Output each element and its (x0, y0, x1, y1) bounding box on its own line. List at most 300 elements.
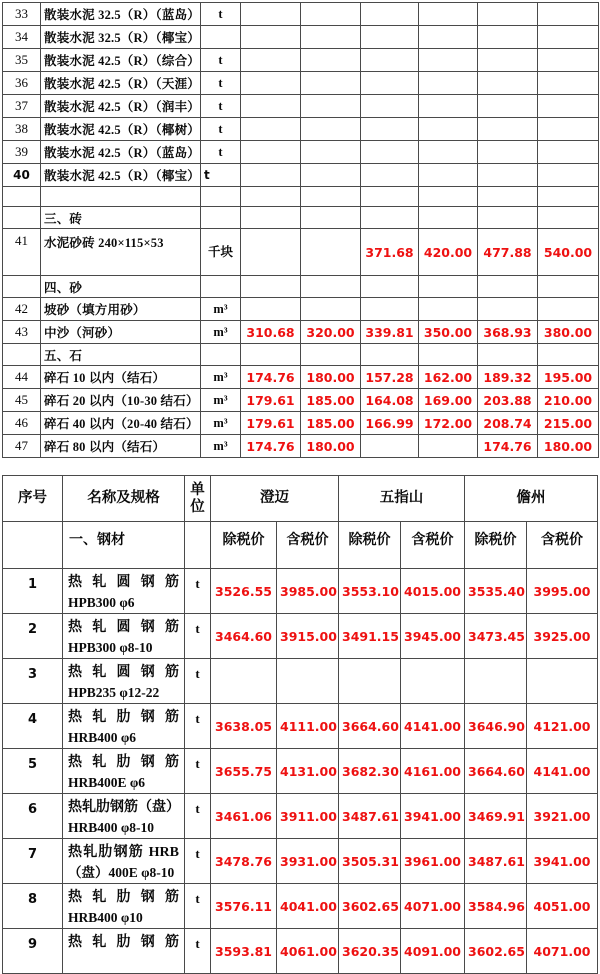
material-row (3, 95, 599, 118)
price-cell: 3945.00 (401, 614, 465, 659)
price-cell: 4071.00 (527, 929, 598, 974)
material-name: 散装水泥 32.5（R）（椰宝） (41, 26, 201, 49)
steel-price-table (2, 475, 598, 974)
price-cell (361, 164, 419, 187)
price-cell: 3638.05 (211, 704, 277, 749)
material-row (3, 298, 599, 321)
price-cell (301, 49, 361, 72)
price-cell: 4091.00 (401, 929, 465, 974)
price-cell: 174.76 (478, 435, 538, 458)
price-cell (419, 298, 478, 321)
price-cell: 179.61 (241, 389, 301, 412)
material-name: 水泥砂砖 240×115×53 (41, 229, 201, 276)
price-cell (277, 659, 339, 704)
unit-cell (201, 344, 241, 366)
price-cell (538, 164, 599, 187)
steel-name-line1: 热轧肋钢筋 (68, 710, 179, 725)
price-cell (419, 3, 478, 26)
material-name: 散装水泥 32.5（R）（蓝岛） (41, 3, 201, 26)
price-cell: 3576.11 (211, 884, 277, 929)
price-cell (478, 95, 538, 118)
price-cell: 174.76 (241, 435, 301, 458)
price-cell: 162.00 (419, 366, 478, 389)
price-cell: 540.00 (538, 229, 599, 276)
steel-name-line2: HPB300 φ6 (68, 595, 135, 610)
row-number: 35 (3, 49, 41, 72)
price-cell: 180.00 (301, 366, 361, 389)
section-title: 四、砂 (41, 276, 201, 298)
section-row (3, 207, 599, 229)
price-cell: 3931.00 (277, 839, 339, 884)
price-cell (361, 298, 419, 321)
row-number: 36 (3, 72, 41, 95)
steel-name-line1: 热轧圆钢筋 (68, 575, 179, 590)
unit-cell: t (201, 141, 241, 164)
price-cell (419, 435, 478, 458)
price-cell: 157.28 (361, 366, 419, 389)
unit-cell: t (201, 95, 241, 118)
price-type-label: 含税价 (277, 522, 339, 569)
price-cell (211, 659, 277, 704)
price-cell (419, 49, 478, 72)
unit-cell (201, 207, 241, 229)
steel-name (63, 884, 185, 929)
material-name: 散装水泥 42.5（R）（润丰） (41, 95, 201, 118)
price-cell: 3526.55 (211, 569, 277, 614)
row-number: 2 (3, 614, 63, 659)
steel-name-line1: 热轧肋钢筋 (68, 755, 179, 770)
steel-name-line1: 热轧肋钢筋 HRB (68, 845, 179, 860)
price-cell (361, 49, 419, 72)
price-cell (419, 276, 478, 298)
price-cell: 368.93 (478, 321, 538, 344)
price-cell (301, 187, 361, 207)
price-cell (419, 72, 478, 95)
price-cell (361, 3, 419, 26)
steel-row (3, 614, 598, 659)
price-cell: 3478.76 (211, 839, 277, 884)
price-cell (527, 659, 598, 704)
price-cell: 208.74 (478, 412, 538, 435)
price-cell: 4041.00 (277, 884, 339, 929)
material-row (3, 229, 599, 276)
price-cell (301, 298, 361, 321)
unit-cell: t (201, 164, 241, 187)
price-type-label: 除税价 (339, 522, 401, 569)
unit-cell: t (185, 884, 211, 929)
steel-row (3, 929, 598, 974)
header-seq-no: 序号 (3, 476, 63, 522)
price-cell: 3505.31 (339, 839, 401, 884)
steel-name-line2: HRB400 φ10 (68, 910, 143, 925)
price-cell: 4121.00 (527, 704, 598, 749)
row-number: 40 (3, 164, 41, 187)
price-cell (538, 3, 599, 26)
steel-name-line2: HRB400E φ6 (68, 775, 146, 790)
price-cell (538, 118, 599, 141)
price-cell: 4071.00 (401, 884, 465, 929)
price-cell: 310.68 (241, 321, 301, 344)
unit-cell: t (201, 118, 241, 141)
price-cell: 3995.00 (527, 569, 598, 614)
steel-name (63, 614, 185, 659)
steel-name-line2: HRB400 φ8-10 (68, 820, 155, 835)
price-cell: 169.00 (419, 389, 478, 412)
price-cell: 3535.40 (465, 569, 527, 614)
price-cell (361, 95, 419, 118)
price-cell: 3985.00 (277, 569, 339, 614)
material-name: 散装水泥 42.5（R）（综合） (41, 49, 201, 72)
price-cell: 3553.10 (339, 569, 401, 614)
price-cell: 166.99 (361, 412, 419, 435)
subheader-empty-unit (185, 522, 211, 569)
price-cell (538, 95, 599, 118)
price-cell (301, 26, 361, 49)
price-cell: 3593.81 (211, 929, 277, 974)
price-cell: 185.00 (301, 389, 361, 412)
price-cell: 203.88 (478, 389, 538, 412)
section-title: 五、石 (41, 344, 201, 366)
price-cell (478, 207, 538, 229)
material-row (3, 389, 599, 412)
unit-cell (201, 26, 241, 49)
price-cell (419, 26, 478, 49)
price-cell: 3469.91 (465, 794, 527, 839)
steel-row (3, 749, 598, 794)
row-number: 39 (3, 141, 41, 164)
price-cell (241, 72, 301, 95)
price-cell: 4131.00 (277, 749, 339, 794)
spacer-row (3, 187, 599, 207)
row-number: 6 (3, 794, 63, 839)
price-cell (361, 26, 419, 49)
price-cell: 420.00 (419, 229, 478, 276)
steel-row (3, 794, 598, 839)
price-cell (419, 344, 478, 366)
material-name: 散装水泥 42.5（R）（椰宝） (41, 164, 201, 187)
steel-name (63, 839, 185, 884)
price-cell: 3915.00 (277, 614, 339, 659)
steel-name (63, 569, 185, 614)
price-cell: 3602.65 (465, 929, 527, 974)
price-cell: 3911.00 (277, 794, 339, 839)
row-number (3, 187, 41, 207)
price-cell (301, 207, 361, 229)
price-cell (241, 141, 301, 164)
price-cell (361, 187, 419, 207)
unit-cell: t (201, 3, 241, 26)
price-cell: 3664.60 (465, 749, 527, 794)
row-number: 9 (3, 929, 63, 974)
price-cell (478, 344, 538, 366)
price-cell (241, 95, 301, 118)
material-name: 碎石 80 以内（结石） (41, 435, 201, 458)
steel-name-line2: HPB300 φ8-10 (68, 640, 153, 655)
price-cell: 3473.45 (465, 614, 527, 659)
price-cell: 371.68 (361, 229, 419, 276)
unit-cell: t (185, 839, 211, 884)
material-name (41, 187, 201, 207)
subheader-empty-no (3, 522, 63, 569)
price-cell: 3941.00 (527, 839, 598, 884)
price-cell: 164.08 (361, 389, 419, 412)
price-cell: 4015.00 (401, 569, 465, 614)
material-row (3, 141, 599, 164)
price-cell (241, 207, 301, 229)
price-cell (538, 276, 599, 298)
section-title: 三、砖 (41, 207, 201, 229)
steel-row (3, 839, 598, 884)
price-cell: 180.00 (301, 435, 361, 458)
unit-cell: t (185, 569, 211, 614)
price-type-label: 含税价 (401, 522, 465, 569)
header-unit: 单位 (185, 476, 211, 522)
price-cell: 3682.30 (339, 749, 401, 794)
price-cell (538, 344, 599, 366)
price-cell (241, 26, 301, 49)
row-number: 41 (3, 229, 41, 276)
price-cell: 4111.00 (277, 704, 339, 749)
price-cell: 4051.00 (527, 884, 598, 929)
material-row (3, 366, 599, 389)
price-cell (419, 187, 478, 207)
header-city-chengmai: 澄迈 (211, 476, 339, 522)
steel-name-line1: 热轧圆钢筋 (68, 620, 179, 635)
price-cell (419, 141, 478, 164)
material-row (3, 3, 599, 26)
price-cell (538, 141, 599, 164)
material-name: 散装水泥 42.5（R）（天涯） (41, 72, 201, 95)
steel-row (3, 884, 598, 929)
price-cell (301, 164, 361, 187)
row-number (3, 276, 41, 298)
price-cell (478, 26, 538, 49)
price-cell: 185.00 (301, 412, 361, 435)
unit-cell (201, 276, 241, 298)
row-number: 45 (3, 389, 41, 412)
price-cell: 339.81 (361, 321, 419, 344)
unit-cell: t (185, 929, 211, 974)
price-cell (538, 49, 599, 72)
material-row (3, 49, 599, 72)
price-cell: 320.00 (301, 321, 361, 344)
row-number: 33 (3, 3, 41, 26)
header-city-danzhou: 儋州 (465, 476, 598, 522)
price-cell (241, 3, 301, 26)
price-cell (361, 435, 419, 458)
price-cell (419, 95, 478, 118)
price-cell (361, 344, 419, 366)
price-cell (339, 659, 401, 704)
unit-cell: m³ (201, 366, 241, 389)
price-cell: 3464.60 (211, 614, 277, 659)
price-cell: 3925.00 (527, 614, 598, 659)
price-cell (538, 26, 599, 49)
price-cell: 3461.06 (211, 794, 277, 839)
price-cell (301, 141, 361, 164)
price-cell (301, 118, 361, 141)
row-number: 44 (3, 366, 41, 389)
steel-name (63, 929, 185, 974)
price-cell: 3487.61 (465, 839, 527, 884)
header-name-spec: 名称及规格 (63, 476, 185, 522)
price-cell (241, 276, 301, 298)
steel-row (3, 704, 598, 749)
material-name: 碎石 20 以内（10-30 结石） (41, 389, 201, 412)
steel-name (63, 659, 185, 704)
unit-cell: t (185, 794, 211, 839)
unit-cell: t (185, 614, 211, 659)
price-cell (301, 229, 361, 276)
price-cell: 180.00 (538, 435, 599, 458)
material-row (3, 412, 599, 435)
price-cell: 3491.15 (339, 614, 401, 659)
price-cell (538, 72, 599, 95)
row-number: 4 (3, 704, 63, 749)
price-cell (241, 49, 301, 72)
unit-cell (201, 187, 241, 207)
price-cell: 4161.00 (401, 749, 465, 794)
row-number: 42 (3, 298, 41, 321)
row-number: 37 (3, 95, 41, 118)
table2-header-row (3, 476, 598, 522)
price-cell (361, 72, 419, 95)
price-cell (478, 49, 538, 72)
material-row (3, 26, 599, 49)
price-cell: 3646.90 (465, 704, 527, 749)
table2-subheader-row (3, 522, 598, 569)
price-type-label: 除税价 (465, 522, 527, 569)
price-cell (478, 141, 538, 164)
unit-cell: t (185, 749, 211, 794)
steel-name-line1: 热轧肋钢筋 (68, 935, 179, 950)
row-number: 43 (3, 321, 41, 344)
price-cell (478, 164, 538, 187)
steel-name-line2: （盘）400E φ8-10 (68, 865, 175, 880)
price-cell (361, 276, 419, 298)
price-cell: 3921.00 (527, 794, 598, 839)
row-number (3, 344, 41, 366)
price-cell (301, 72, 361, 95)
price-cell (361, 207, 419, 229)
steel-row (3, 659, 598, 704)
header-city-wuzhishan: 五指山 (339, 476, 465, 522)
material-row (3, 321, 599, 344)
steel-name-line1: 热轧圆钢筋 (68, 665, 179, 680)
price-cell (301, 95, 361, 118)
unit-cell: 千块 (201, 229, 241, 276)
row-number: 1 (3, 569, 63, 614)
section-row (3, 276, 599, 298)
price-cell (401, 659, 465, 704)
material-name: 碎石 10 以内（结石） (41, 366, 201, 389)
unit-cell: m³ (201, 321, 241, 344)
unit-cell: m³ (201, 412, 241, 435)
steel-name-line1: 热轧肋钢筋 (68, 890, 179, 905)
price-cell: 179.61 (241, 412, 301, 435)
steel-name (63, 704, 185, 749)
price-cell: 3487.61 (339, 794, 401, 839)
price-type-label: 除税价 (211, 522, 277, 569)
unit-cell: t (201, 49, 241, 72)
price-cell (361, 141, 419, 164)
price-cell (478, 276, 538, 298)
price-cell: 4141.00 (401, 704, 465, 749)
price-cell: 3655.75 (211, 749, 277, 794)
price-cell: 3584.96 (465, 884, 527, 929)
material-name: 中沙（河砂） (41, 321, 201, 344)
row-number (3, 207, 41, 229)
row-number: 46 (3, 412, 41, 435)
material-name: 散装水泥 42.5（R）（椰树） (41, 118, 201, 141)
steel-row (3, 569, 598, 614)
price-cell (419, 207, 478, 229)
price-cell (241, 229, 301, 276)
price-type-label: 含税价 (527, 522, 598, 569)
materials-price-table (2, 2, 599, 458)
material-row (3, 435, 599, 458)
price-cell: 174.76 (241, 366, 301, 389)
price-cell (538, 298, 599, 321)
price-cell: 380.00 (538, 321, 599, 344)
material-row (3, 118, 599, 141)
material-name: 碎石 40 以内（20-40 结石） (41, 412, 201, 435)
price-cell (301, 276, 361, 298)
price-cell: 350.00 (419, 321, 478, 344)
row-number: 38 (3, 118, 41, 141)
unit-cell: m³ (201, 435, 241, 458)
price-cell (301, 344, 361, 366)
price-cell: 215.00 (538, 412, 599, 435)
price-cell: 4141.00 (527, 749, 598, 794)
steel-name (63, 749, 185, 794)
price-cell: 3620.35 (339, 929, 401, 974)
steel-name-line1: 热轧肋钢筋（盘） (68, 800, 180, 815)
section-row (3, 344, 599, 366)
price-cell: 3961.00 (401, 839, 465, 884)
price-cell: 195.00 (538, 366, 599, 389)
row-number: 47 (3, 435, 41, 458)
steel-name-line2: HPB235 φ12-22 (68, 685, 160, 700)
row-number: 7 (3, 839, 63, 884)
steel-name-line2: HRB400 φ6 (68, 730, 137, 745)
price-cell (241, 344, 301, 366)
price-cell: 4061.00 (277, 929, 339, 974)
material-row (3, 164, 599, 187)
price-cell (241, 298, 301, 321)
price-cell (419, 164, 478, 187)
material-name: 散装水泥 42.5（R）（蓝岛） (41, 141, 201, 164)
section-label-steel: 一、钢材 (63, 522, 185, 569)
unit-cell: t (185, 659, 211, 704)
steel-name (63, 794, 185, 839)
row-number: 3 (3, 659, 63, 704)
price-cell (478, 72, 538, 95)
unit-cell: t (201, 72, 241, 95)
price-cell (538, 187, 599, 207)
price-cell: 3941.00 (401, 794, 465, 839)
unit-cell: m³ (201, 389, 241, 412)
price-cell (478, 298, 538, 321)
price-cell (478, 187, 538, 207)
price-cell (241, 187, 301, 207)
row-number: 8 (3, 884, 63, 929)
unit-cell: m³ (201, 298, 241, 321)
price-cell (478, 118, 538, 141)
price-cell: 172.00 (419, 412, 478, 435)
price-cell (241, 118, 301, 141)
price-cell (478, 3, 538, 26)
